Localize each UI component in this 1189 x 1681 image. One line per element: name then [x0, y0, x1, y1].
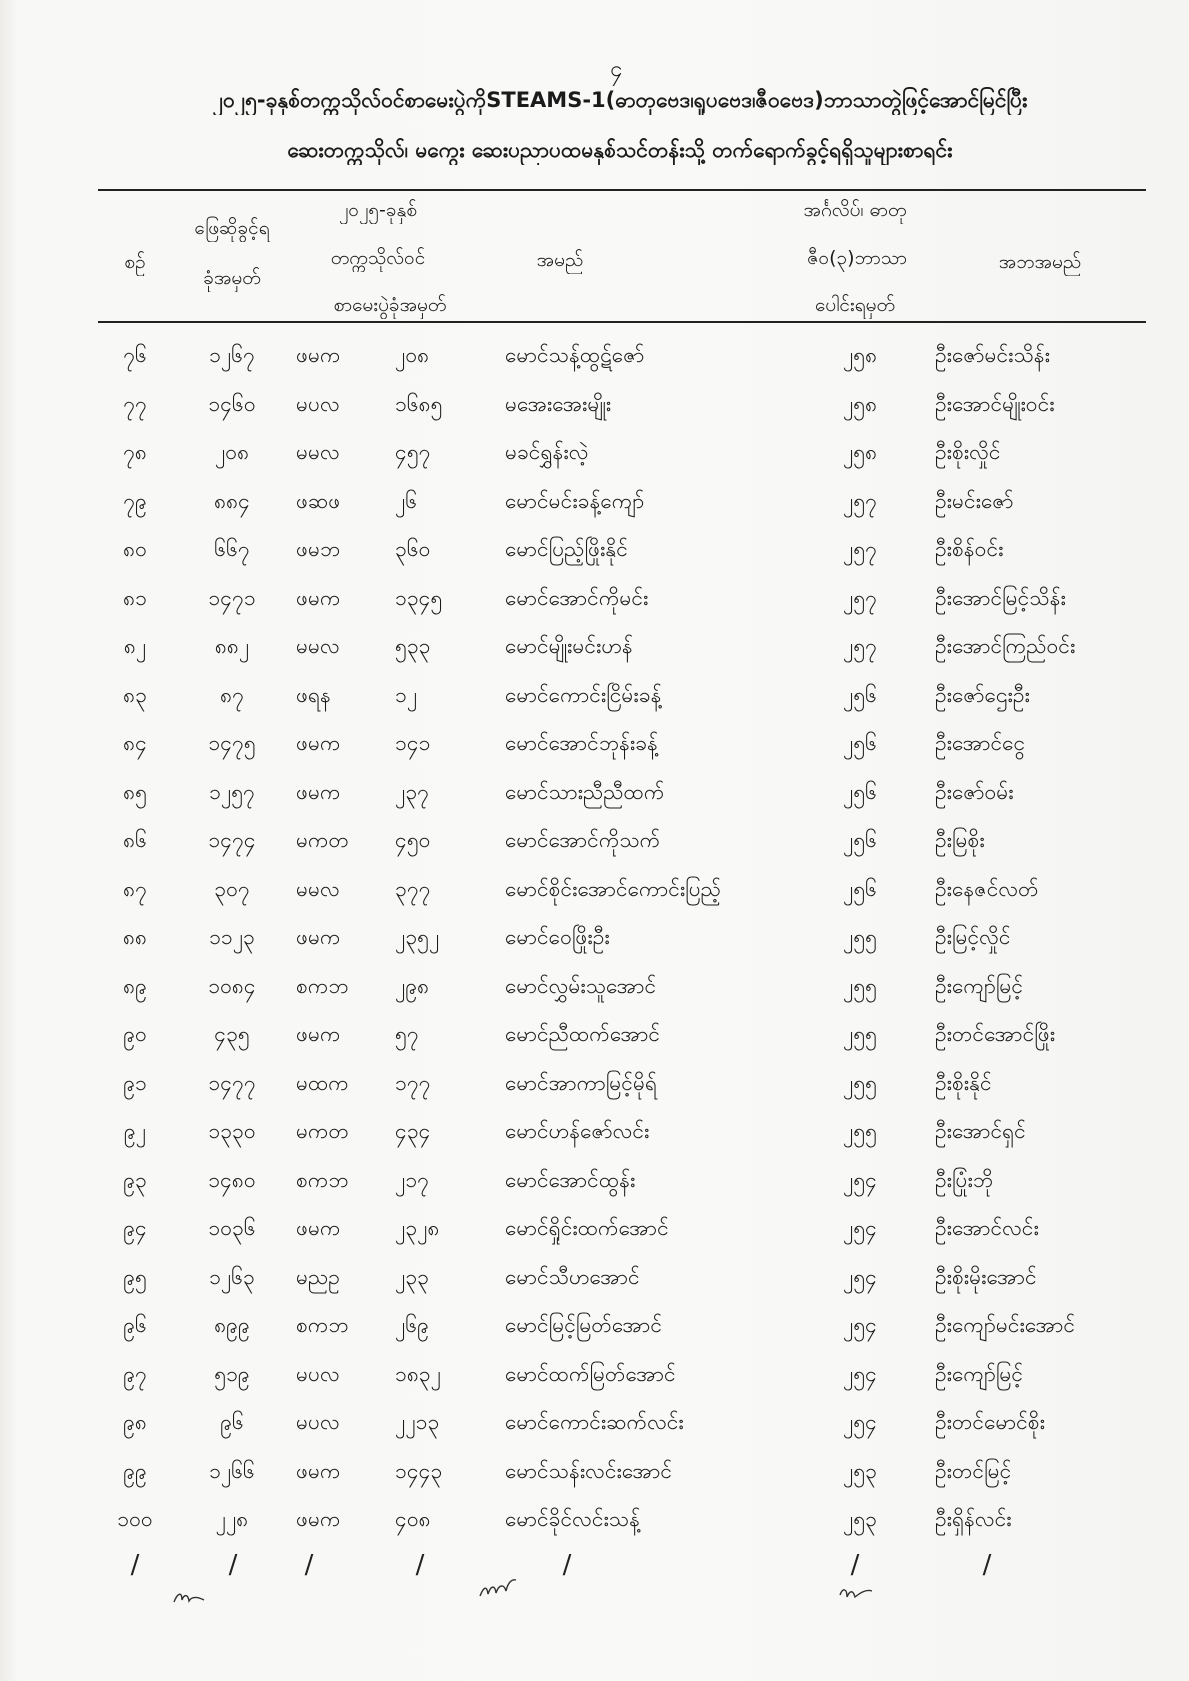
- row-father-name: ဦးစိုးလှိုင်: [935, 440, 1001, 464]
- row-centre-code: စကဘ: [296, 1313, 349, 1337]
- row-father-name: ဦးမြင့်လှိုင်: [935, 925, 1011, 949]
- row-seq-number: ၉၃: [123, 1167, 147, 1192]
- closing-mark: /: [850, 1550, 860, 1580]
- row-total-score: ၂၅၆: [843, 682, 877, 707]
- row-roll-number: ၁၄၆၀: [208, 391, 256, 416]
- row-seq-number: ၈၆: [123, 828, 147, 852]
- row-student-name: မောင်အောင်ကိုသက်: [505, 828, 661, 852]
- row-centre-code: မပလ: [296, 1410, 340, 1434]
- row-exam-number: ၂၃၅၂: [395, 925, 440, 949]
- table-row: [0, 428, 1189, 477]
- table-row: [0, 1447, 1189, 1496]
- row-total-score: ၂၅၇: [843, 585, 877, 610]
- table-row: [0, 380, 1189, 429]
- row-centre-code: ဖမက: [296, 1022, 341, 1046]
- table-row: [0, 1301, 1189, 1350]
- row-student-name: မောင်စိုင်းအောင်ကောင်းပြည့်: [505, 876, 721, 901]
- row-exam-number: ၁၆၈၅: [395, 391, 443, 416]
- row-total-score: ၂၅၅: [843, 925, 877, 949]
- row-student-name: မောင်သီဟအောင်: [505, 1264, 640, 1289]
- header-score-line-1: အင်္ဂလိပ်၊ ဓာတု: [803, 199, 907, 221]
- row-centre-code: မထက: [296, 1070, 349, 1095]
- header-seq: စဉ်: [124, 251, 146, 273]
- row-father-name: ဦးကျော်မြင့်: [935, 1361, 1024, 1386]
- row-total-score: ၂၅၈: [842, 343, 878, 367]
- row-exam-number: ၁၄၁: [395, 731, 431, 755]
- row-roll-number: ၁၀၃၆: [208, 1216, 256, 1240]
- row-total-score: ၂၅၇: [843, 634, 877, 658]
- table-row: [0, 477, 1189, 526]
- row-exam-number: ၁၇၇: [395, 1070, 431, 1095]
- row-roll-number: ၂၂၈: [215, 1507, 249, 1531]
- row-seq-number: ၈၄: [123, 731, 147, 755]
- closing-mark: /: [562, 1550, 572, 1580]
- row-total-score: ၂၅၄: [843, 1264, 877, 1289]
- document-title-line-1: ၂၀၂၅-ခုနှစ်တက္ကသိုလ်ဝင်စာမေးပွဲကိုSTEAMS-1(ဓာတုဗေဒ၊ရူပဗေဒ၊ဇီဝဗေဒ)ဘာသာတွဲဖြင့်အောင်မြင်ပြီး: [212, 88, 1028, 112]
- row-roll-number: ၃၀၇: [214, 876, 250, 901]
- row-father-name: ဦးအောင်လင်း: [935, 1216, 1039, 1240]
- row-total-score: ၂၅၈: [842, 440, 878, 464]
- row-roll-number: ၁၄၇၄: [208, 828, 256, 852]
- row-centre-code: မမလ: [296, 634, 340, 658]
- row-exam-number: ၁၈၃၂: [395, 1361, 441, 1386]
- table-row: [0, 1398, 1189, 1447]
- row-seq-number: ၇၆: [123, 343, 147, 367]
- row-exam-number: ၂၆: [395, 488, 418, 513]
- closing-mark: /: [415, 1550, 425, 1580]
- row-student-name: မောင်မျိုးမင်းဟန်: [505, 634, 633, 658]
- table-row: [0, 1059, 1189, 1108]
- table-row: [0, 525, 1189, 574]
- row-exam-number: ၁၂: [395, 682, 418, 707]
- row-total-score: ၂၅၅: [843, 1070, 877, 1095]
- row-roll-number: ၁၂၆၇: [209, 343, 255, 367]
- row-father-name: ဦးစိန်ဝင်း: [935, 537, 1004, 561]
- row-student-name: မောင်သားညီညီထက်: [505, 779, 665, 804]
- row-centre-code: မကတ: [296, 828, 349, 852]
- row-centre-code: ဖမက: [296, 343, 341, 367]
- row-father-name: ဦးကျော်မင်းအောင်: [935, 1313, 1076, 1337]
- row-centre-code: မမလ: [296, 440, 340, 464]
- row-father-name: ဦးဇော်ဝမ်း: [935, 779, 1014, 804]
- row-father-name: ဦးအောင်ကြည်ဝင်း: [935, 634, 1076, 658]
- row-exam-number: ၂၃၂၈: [395, 1216, 440, 1240]
- row-exam-number: ၂၆၉: [395, 1313, 429, 1337]
- row-total-score: ၂၅၈: [842, 391, 878, 416]
- row-student-name: မောင်ပြည့်ဖြိုးနိုင်: [505, 537, 628, 561]
- row-student-name: မောင်အောင်ကိုမင်း: [505, 585, 649, 610]
- row-roll-number: ၉၆: [220, 1410, 244, 1434]
- table-row: [0, 719, 1189, 768]
- row-seq-number: ၉၇: [123, 1361, 147, 1386]
- table-row: [0, 331, 1189, 380]
- row-seq-number: ၉၂: [123, 1119, 147, 1143]
- row-father-name: ဦးဇော်မင်းသိန်း: [935, 343, 1050, 367]
- handwritten-initials: [172, 1588, 206, 1608]
- row-exam-number: ၂၂၁၃: [395, 1410, 440, 1434]
- row-father-name: ဦးစိုးမိုးအောင်: [935, 1264, 1037, 1289]
- row-centre-code: စကဘ: [296, 973, 349, 998]
- row-roll-number: ၁၄၈၀: [208, 1167, 256, 1192]
- header-father-name: အဘအမည်: [998, 251, 1082, 273]
- row-centre-code: စကဘ: [296, 1167, 349, 1192]
- row-total-score: ၂၅၅: [843, 1022, 877, 1046]
- header-roll-line-1: ဖြေဆိုခွင့်ရ: [194, 217, 270, 239]
- row-centre-code: ဖမက: [296, 1216, 341, 1240]
- row-centre-code: ဖဆဖ: [296, 488, 341, 513]
- row-exam-number: ၃၆၀: [395, 537, 431, 561]
- row-student-name: မောင်မြင့်မြတ်အောင်: [505, 1313, 662, 1337]
- row-seq-number: ၉၁: [123, 1070, 147, 1095]
- row-total-score: ၂၅၇: [843, 537, 877, 561]
- row-roll-number: ၈၈၂: [214, 634, 250, 658]
- row-roll-number: ၁၁၂၃: [209, 925, 255, 949]
- row-seq-number: ၇၉: [123, 488, 147, 513]
- row-seq-number: ၁၀၀: [117, 1507, 153, 1531]
- row-student-name: မောင်လွှမ်းသူအောင်: [505, 973, 657, 998]
- row-total-score: ၂၅၆: [843, 731, 877, 755]
- table-row: [0, 671, 1189, 720]
- row-centre-code: ဖမဘ: [296, 537, 341, 561]
- closing-mark: /: [228, 1550, 238, 1580]
- row-centre-code: မပလ: [296, 391, 340, 416]
- table-header-rule: [98, 321, 1146, 323]
- row-exam-number: ၄၀၈: [395, 1507, 431, 1531]
- row-roll-number: ၁၄၇၇: [208, 1070, 256, 1095]
- row-total-score: ၂၅၄: [843, 1410, 877, 1434]
- header-exam-line-1: ၂၀၂၅-ခုနှစ်: [338, 199, 418, 221]
- row-roll-number: ၁၄၇၁: [208, 585, 256, 610]
- handwritten-initials: [478, 1576, 518, 1602]
- row-seq-number: ၈၀: [123, 537, 147, 561]
- row-centre-code: ဖမက: [296, 731, 341, 755]
- row-father-name: ဦးစိုးနိုင်: [935, 1070, 992, 1095]
- row-roll-number: ၁၃၃၀: [208, 1119, 256, 1143]
- row-student-name: မအေးအေးမျိုး: [505, 391, 612, 416]
- row-seq-number: ၈၁: [123, 585, 147, 610]
- row-exam-number: ၄၅၀: [395, 828, 431, 852]
- table-row: [0, 1204, 1189, 1253]
- row-father-name: ဦးကျော်မြင့်: [935, 973, 1024, 998]
- row-seq-number: ၉၆: [123, 1313, 147, 1337]
- row-centre-code: ဖမက: [296, 1458, 341, 1483]
- row-roll-number: ၈၉၉: [214, 1313, 250, 1337]
- row-father-name: ဦးအောင်မျိုးဝင်း: [935, 391, 1055, 416]
- row-father-name: ဦးတင်မောင်စိုး: [935, 1410, 1045, 1434]
- row-father-name: ဦးမင်းဇော်: [935, 488, 1014, 513]
- row-roll-number: ၁၂၆၆: [209, 1458, 255, 1483]
- page-number: ၄: [609, 57, 623, 82]
- row-student-name: မောင်ဟန်ဇော်လင်း: [505, 1119, 650, 1143]
- row-centre-code: ဖမက: [296, 1507, 341, 1531]
- row-student-name: မောင်အောင်ဘုန်းခန့်: [505, 731, 658, 755]
- table-row: [0, 1350, 1189, 1399]
- row-seq-number: ၉၈: [123, 1410, 147, 1434]
- row-student-name: မောင်သန့်ထွဋ်ဇော်: [505, 343, 645, 367]
- row-total-score: ၂၅၃: [843, 1507, 877, 1531]
- row-centre-code: မပလ: [296, 1361, 340, 1386]
- table-row: [0, 962, 1189, 1011]
- header-roll-line-2: ခုံအမှတ်: [203, 267, 261, 289]
- row-father-name: ဦးပြုံးဘို: [935, 1167, 994, 1192]
- row-roll-number: ၈၈၄: [214, 488, 250, 513]
- row-exam-number: ၂၁၇: [395, 1167, 429, 1192]
- row-student-name: မောင်မင်းခန့်ကျော်: [505, 488, 645, 513]
- row-total-score: ၂၅၄: [843, 1167, 877, 1192]
- row-seq-number: ၉၉: [123, 1458, 147, 1483]
- table-row: [0, 913, 1189, 962]
- row-seq-number: ၇၈: [123, 440, 147, 464]
- table-row: [0, 574, 1189, 623]
- row-seq-number: ၈၃: [123, 682, 147, 707]
- closing-mark: /: [130, 1550, 140, 1580]
- row-roll-number: ၁၂၆၃: [209, 1264, 255, 1289]
- header-exam-line-3: စာမေးပွဲခုံအမှတ်: [333, 294, 447, 316]
- row-father-name: ဦးအောင်မြင့်သိန်း: [935, 585, 1066, 610]
- row-exam-number: ၃၇၇: [395, 876, 431, 901]
- row-centre-code: ဖရန: [296, 682, 331, 707]
- row-seq-number: ၇၇: [123, 391, 147, 416]
- row-student-name: မောင်ညီထက်အောင်: [505, 1022, 660, 1046]
- row-student-name: မောင်အာကာမြင့်မိုရ်: [505, 1070, 658, 1095]
- document-title-line-2: ဆေးတက္ကသိုလ်၊ မကွေး ဆေးပညာပထမနှစ်သင်တန်းသို့ တက်ရောက်ခွင့်ရရှိသူများစာရင်း: [287, 138, 953, 162]
- table-row: [0, 768, 1189, 817]
- row-student-name: မောင်ရှိုင်းထက်အောင်: [505, 1216, 669, 1240]
- row-total-score: ၂၅၃: [843, 1458, 877, 1483]
- row-student-name: မောင်ခိုင်လင်းသန့်: [505, 1507, 640, 1531]
- row-student-name: မောင်ကောင်းဆက်လင်း: [505, 1410, 684, 1434]
- row-father-name: ဦးအောင်ငွေ: [935, 731, 1026, 755]
- row-father-name: ဦးမြစိုး: [935, 828, 985, 852]
- row-father-name: ဦးနေဇင်လတ်: [935, 876, 1039, 901]
- table-row: [0, 1495, 1189, 1544]
- row-roll-number: ၆၆၇: [214, 537, 250, 561]
- row-total-score: ၂၅၅: [843, 973, 877, 998]
- row-father-name: ဦးရှိန်လင်း: [935, 1507, 1012, 1531]
- row-total-score: ၂၅၆: [843, 828, 877, 852]
- row-exam-number: ၁၄၄၃: [395, 1458, 443, 1483]
- table-row: [0, 1107, 1189, 1156]
- row-total-score: ၂၅၇: [843, 488, 877, 513]
- row-seq-number: ၈၅: [123, 779, 147, 804]
- row-exam-number: ၄၅၇: [395, 440, 431, 464]
- row-exam-number: ၄၃၄: [395, 1119, 431, 1143]
- row-exam-number: ၂၀၈: [395, 343, 430, 367]
- row-centre-code: ဖမက: [296, 585, 341, 610]
- row-roll-number: ၁၄၇၅: [208, 731, 256, 755]
- header-name: အမည်: [536, 249, 584, 271]
- row-exam-number: ၁၃၄၅: [395, 585, 443, 610]
- row-seq-number: ၉၀: [123, 1022, 147, 1046]
- row-total-score: ၂၅၄: [843, 1313, 877, 1337]
- row-roll-number: ၁၀၈၄: [208, 973, 256, 998]
- row-centre-code: မမလ: [296, 876, 340, 901]
- table-row: [0, 1253, 1189, 1302]
- row-seq-number: ၈၂: [123, 634, 147, 658]
- row-seq-number: ၈၉: [123, 973, 147, 998]
- row-centre-code: ဖမက: [296, 779, 341, 804]
- row-roll-number: ၅၁၉: [214, 1361, 250, 1386]
- table-row: [0, 1010, 1189, 1059]
- row-roll-number: ၂၀၈: [214, 440, 250, 464]
- results-table-body: [0, 331, 1189, 1544]
- row-total-score: ၂၅၄: [843, 1361, 877, 1386]
- row-exam-number: ၅၃၃: [395, 634, 431, 658]
- row-father-name: ဦးဇော်ဌေးဦး: [935, 682, 1030, 707]
- row-roll-number: ၄၃၅: [214, 1022, 250, 1046]
- row-father-name: ဦးအောင်ရှင်: [935, 1119, 1026, 1143]
- table-row: [0, 816, 1189, 865]
- row-student-name: မခင်ရွှန်းလဲ့: [505, 440, 589, 464]
- row-student-name: မောင်သန်းလင်းအောင်: [505, 1458, 672, 1483]
- table-row: [0, 1156, 1189, 1205]
- row-student-name: မောင်ထက်မြတ်အောင်: [505, 1361, 676, 1386]
- row-centre-code: ဖမက: [296, 925, 341, 949]
- row-total-score: ၂၅၆: [843, 876, 877, 901]
- header-score-line-3: ပေါင်းရမှတ်: [814, 294, 896, 316]
- header-exam-line-2: တက္ကသိုလ်ဝင်: [330, 247, 426, 269]
- row-centre-code: မညဥ: [296, 1264, 340, 1289]
- row-father-name: ဦးတင်အောင်ဖြိုး: [935, 1022, 1056, 1046]
- row-student-name: မောင်ကောင်းငြိမ်းခန့်: [505, 682, 662, 707]
- row-roll-number: ၁၂၅၇: [209, 779, 255, 804]
- row-seq-number: ၈၈: [123, 925, 147, 949]
- row-exam-number: ၂၃၃: [395, 1264, 429, 1289]
- row-father-name: ဦးတင်မြင့်: [935, 1458, 1012, 1483]
- table-top-rule: [98, 189, 1146, 191]
- row-total-score: ၂၅၆: [843, 779, 877, 804]
- table-row: [0, 622, 1189, 671]
- row-seq-number: ၉၄: [123, 1216, 147, 1240]
- row-seq-number: ၉၅: [123, 1264, 147, 1289]
- row-total-score: ၂၅၄: [843, 1216, 877, 1240]
- table-row: [0, 865, 1189, 914]
- row-seq-number: ၈၇: [123, 876, 147, 901]
- closing-mark: /: [982, 1550, 992, 1580]
- row-exam-number: ၅၇: [395, 1022, 419, 1046]
- row-exam-number: ၂၃၇: [395, 779, 429, 804]
- row-total-score: ၂၅၅: [843, 1119, 877, 1143]
- row-exam-number: ၂၉၈: [395, 973, 430, 998]
- header-score-line-2: ဇီဝ(၃)ဘာသာ: [807, 247, 907, 269]
- row-student-name: မောင်ဝေဖြိုးဦး: [505, 925, 610, 949]
- handwritten-initials: [838, 1583, 874, 1605]
- row-centre-code: မကတ: [296, 1119, 349, 1143]
- closing-mark: /: [304, 1550, 314, 1580]
- row-student-name: မောင်အောင်ထွန်း: [505, 1167, 636, 1192]
- row-roll-number: ၈၇: [220, 682, 244, 707]
